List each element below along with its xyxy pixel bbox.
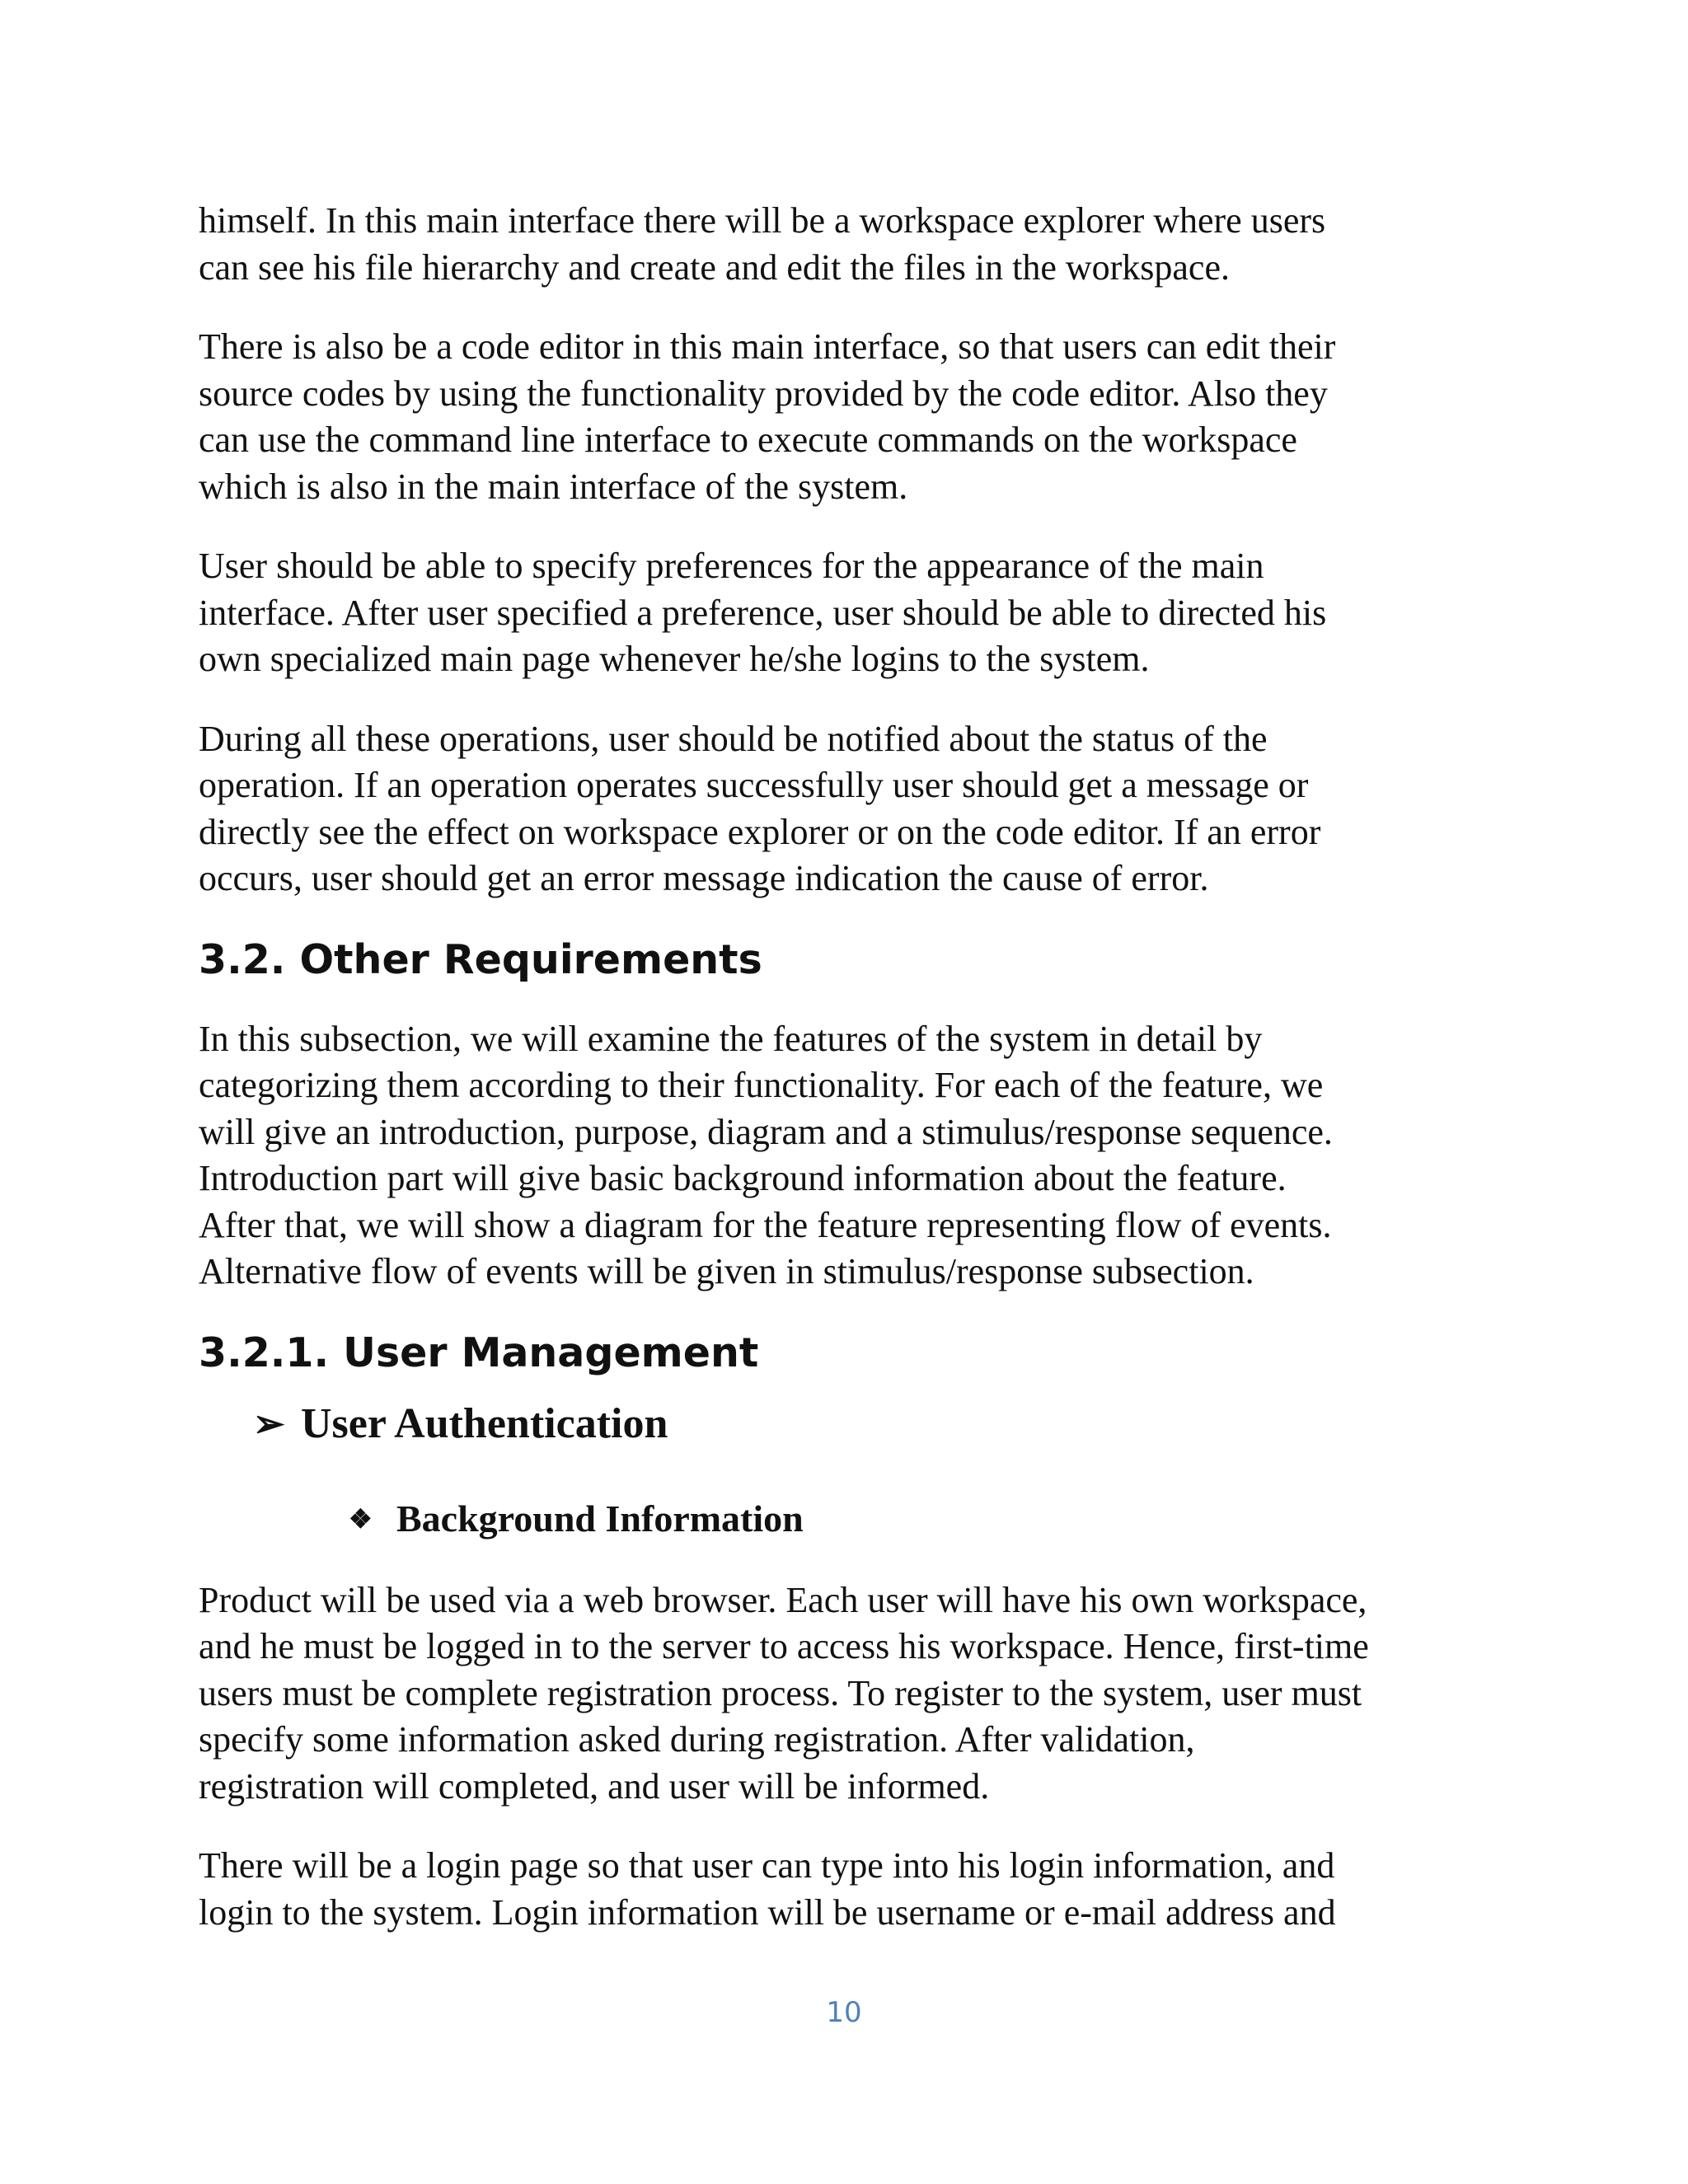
- bullet-label-background-information: Background Information: [396, 1497, 804, 1540]
- section-heading-other-requirements: 3.2. Other Requirements: [199, 935, 762, 983]
- diamond-bullet-icon: ❖: [349, 1503, 373, 1534]
- bullet-user-authentication: [253, 1399, 1501, 1449]
- paragraph-workspace-explorer: himself. In this main interface there will be a workspace explorer where users can see his file hierarchy and create and edit the files in the workspace.: [199, 200, 1326, 288]
- bullet-label-user-authentication: User Authentication: [301, 1399, 668, 1447]
- bullet-background-information: [349, 1495, 1501, 1543]
- paragraph-notifications: During all these operations, user should be notified about the status of the operation. If an operation operates successfully user should get a message or directly see the effect on workspace explorer or on the code editor. If an error occurs, user should get an error message indication the cause of error.: [199, 718, 1321, 898]
- paragraph-code-editor: There is also be a code editor in this main interface, so that users can edit their source codes by using the functionality provided by the code editor. Also they can use the command line interface to execute commands on the workspace which is also in the main interface of the system.: [199, 326, 1336, 507]
- subsection-heading-user-management: 3.2.1. User Management: [199, 1329, 759, 1376]
- page-number: 10: [826, 1996, 862, 2029]
- arrow-bullet-icon: ➢: [253, 1402, 285, 1445]
- paragraph-preferences: User should be able to specify preferences for the appearance of the main interface. After user specified a preference, user should be able to directed his own specialized main page whenever he/she logins to the system.: [199, 546, 1327, 679]
- paragraph-registration: Product will be used via a web browser. Each user will have his own workspace, and he must be logged in to the server to access his workspace. Hence, first-time users must be complete registration process. To register to the system, user must specify some information asked during registration. After validation, registration will completed, and user will be informed.: [199, 1579, 1369, 1807]
- page-content: [199, 198, 1501, 1969]
- paragraph-subsection-intro: In this subsection, we will examine the features of the system in detail by categorizing them according to their functionality. For each of the feature, we will give an introduction, purpose, diagram and a stimulus/response sequence. Introduction part will give basic background information about the feature. After that, we will show a diagram for the feature representing flow of events. Alternative flow of events will be given in stimulus/response subsection.: [199, 1018, 1333, 1291]
- paragraph-login-page: There will be a login page so that user can type into his login information, and login to the system. Login information will be username or e-mail address and: [199, 1845, 1336, 1933]
